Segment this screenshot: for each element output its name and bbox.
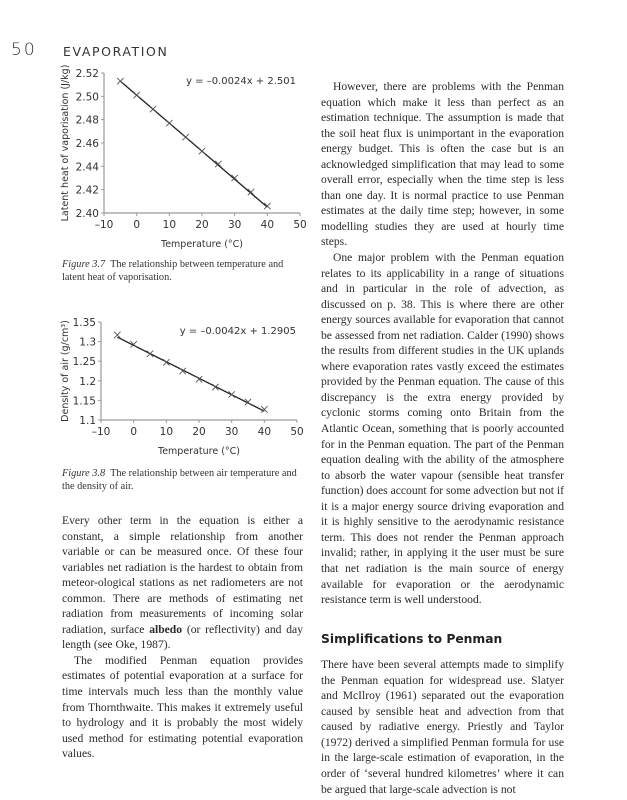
data-point-marker (182, 134, 188, 140)
y-tick-label: 2.42 (75, 184, 99, 197)
x-tick-label: 10 (159, 426, 174, 438)
x-tick-label: 30 (227, 219, 242, 231)
figure-number: Figure 3.7 (62, 259, 106, 270)
x-tick-label: 50 (290, 426, 304, 438)
y-tick-label: 1.2 (79, 375, 96, 388)
air-density-chart-svg (60, 312, 310, 482)
y-axis-title: Density of air (g/cm³) (60, 320, 71, 422)
y-axis-title: Latent heat of vaporisation (J/kg) (60, 64, 71, 222)
trendline-equation: y = –0.0024x + 2.501 (186, 76, 296, 87)
data-point-marker (133, 92, 139, 98)
figure-3-8-caption (62, 467, 302, 493)
left-column (62, 513, 303, 762)
y-tick-label: 1.1 (79, 415, 96, 427)
section-heading: Simplifications to Penman (321, 631, 503, 646)
y-tick-label: 1.15 (72, 395, 96, 408)
x-tick-label: –10 (91, 426, 111, 438)
x-tick-label: 20 (195, 219, 209, 231)
data-point-marker (147, 351, 153, 357)
trendline (117, 337, 264, 411)
y-tick-label: 2.48 (75, 114, 99, 127)
y-tick-label: 2.40 (75, 208, 99, 220)
right-column (321, 79, 564, 797)
data-point-marker (117, 78, 123, 84)
paragraph: There have been several attempts made to simplify the Penman equation for widespread use. Slatyer and McIlroy (1961) separated out the evaporation caused by sensible heat and advection from that caused by radiative energy. Priestly and Taylor (1972) derived a simplified Penman formula for use in the large-scale estimation of evaporation, in the order of ‘several hundred kilometres’ where it can be argued that large-scale advection is not (321, 658, 564, 796)
x-tick-label: 40 (257, 426, 272, 438)
x-tick-label: 20 (192, 426, 206, 438)
figure-3-7-chart (60, 64, 310, 264)
y-tick-label: 1.25 (72, 356, 96, 369)
page-number: 50 (11, 40, 37, 60)
x-tick-label: 30 (224, 426, 239, 438)
running-head: EVAPORATION (63, 44, 169, 59)
paragraph: One major problem with the Penman equation relates to its applicability in a range of situations and in particular in the role of advection, as discussed on p. 38. This is where there are other energy sources available for evaporation that cannot be assessed from net radiation. Calder (1990) shows the results from different studies in the UK uplands where evaporation rates vastly exceed the estimates provided by the Penman equation. The cause of this discrepancy is the extra energy provided by cyclonic storms coming onto Britain from the Atlantic Ocean, something that is poorly accounted for in the Penman equation. The part of the Penman equation dealing with the ability of the atmosphere to absorb the water vapour (sensible heat transfer function) does account for some advection but not if it is a major energy source driving evaporation and it is highly sensitive to the aerodynamic resistance term. This does not render the Penman approach invalid; rather, in applying it the user must be sure that net radiation is the main source of energy available for evaporation or the aerodynamic resistance term is well understood. (321, 251, 564, 607)
paragraph (62, 513, 303, 653)
paragraph-text: (or reflectivity) and day length (see Oke, 1987). (62, 622, 303, 652)
x-tick-label: 0 (130, 426, 138, 438)
paragraph: The modified Penman equation provides estimates of potential evaporation at a surface for time intervals much less than the monthly value from Thornthwaite. This makes it extremely useful to hydrology and it is probably the most widely used method for estimating potential evaporation values. (62, 653, 303, 761)
data-point-marker (150, 106, 156, 112)
figure-number: Figure 3.8 (62, 468, 106, 479)
y-tick-label: 2.50 (75, 91, 99, 104)
caption-text: The relationship between temperature and latent heat of vaporisation. (62, 259, 284, 283)
x-axis-title: Temperature (°C) (161, 239, 243, 250)
caption-text: The relationship between air temperature and the density of air. (62, 468, 297, 492)
y-tick-label: 1.3 (79, 336, 96, 349)
x-axis-title: Temperature (°C) (158, 446, 240, 457)
paragraph-text: Every other term in the equation is either a constant, a simple relationship from another variable or can be measured once. Of these four variables net radiation is the hardest to obtain from meteor-ological stations as net radiometers are not common. There are methods of estimating net radiation from measurements of incoming solar radiation, surface (62, 514, 303, 636)
figure-3-7-caption (62, 258, 302, 284)
x-tick-label: 40 (260, 219, 275, 231)
x-tick-label: 10 (162, 219, 177, 231)
paragraph: However, there are problems with the Penman equation which make it less than perfect as an estimation technique. The assumption is made that the soil heat flux is unimportant in the evaporation energy budget. This is often the case but is an acknowledged simplification that may lead to some overall error, especially when the time step is less than one day. It is normal practice to use Penman estimates at the daily time step; however, in some modelling studies they are used at hourly time steps. (321, 80, 564, 249)
y-tick-label: 2.44 (75, 161, 99, 174)
y-tick-label: 2.52 (75, 68, 99, 80)
y-tick-label: 2.46 (75, 138, 99, 150)
data-point-marker (228, 391, 234, 397)
x-tick-label: 0 (133, 219, 141, 231)
latent-heat-chart-svg (60, 64, 310, 264)
data-point-marker (166, 120, 172, 126)
data-point-marker (199, 148, 205, 154)
x-tick-label: –10 (94, 219, 114, 231)
figure-3-8-chart (60, 312, 310, 482)
glossary-term: albedo (149, 622, 183, 636)
y-tick-label: 1.35 (72, 317, 96, 329)
trendline (120, 81, 267, 207)
x-tick-label: 50 (293, 219, 307, 231)
trendline-equation: y = –0.0042x + 1.2905 (179, 326, 296, 337)
